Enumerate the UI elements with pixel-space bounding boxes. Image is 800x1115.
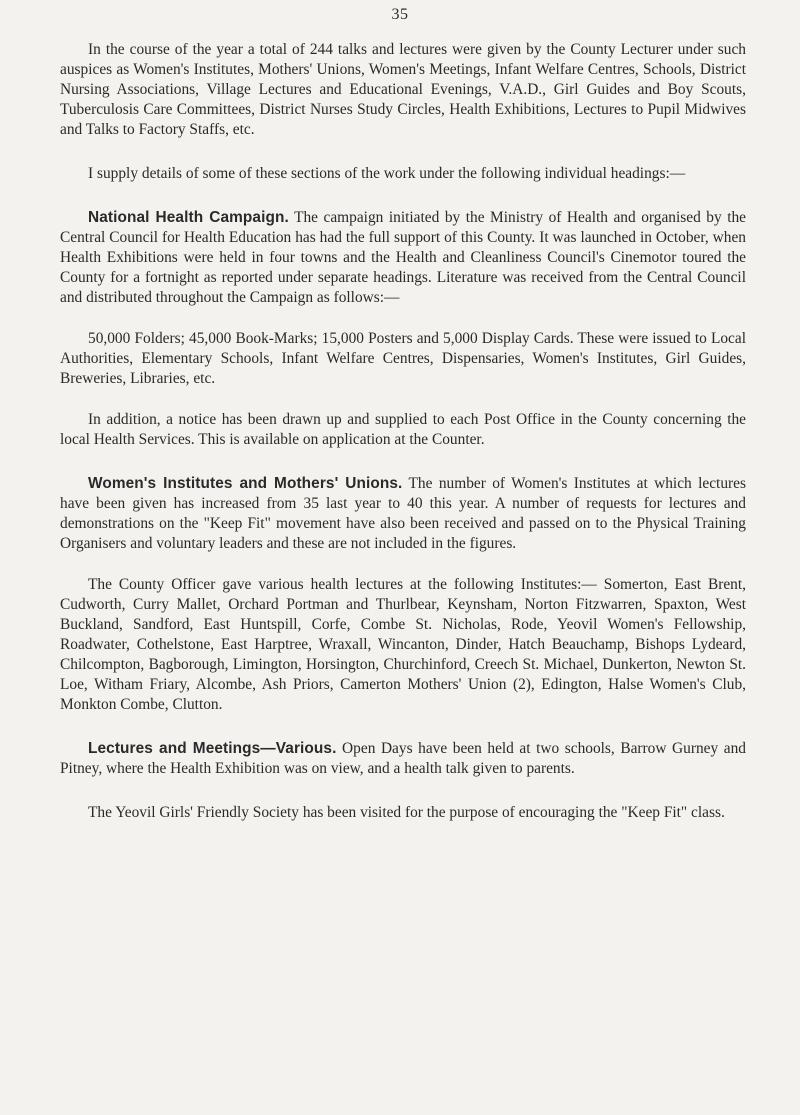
paragraph-post-office-notice: In addition, a notice has been drawn up and supplied to each Post Office in the County concerning the local Health Services. This is available on application at the Counter.: [60, 411, 746, 448]
paragraph-girls-friendly-society: The Yeovil Girls' Friendly Society has been visited for the purpose of encouraging the "Keep Fit" class.: [88, 804, 725, 821]
paragraph-institutes-list: The County Officer gave various health lectures at the following Institutes:— Somerton, East Brent, Cudworth, Curry Mallet, Orchard Portman and Thurlbear, Keynsham, Norton Fitzwarren, Spaxton, West Buckland, Sandford, East Huntspill, Corfe, Combe St. Nicholas, Rode, Yeovil Women's Fellowship, Roadwater, Cothelstone, East Harptree, Wraxall, Wincanton, Dinder, Hatch Beauchamp, Bishops Lydeard, Chilcompton, Bagborough, Limington, Horsington, Churchinford, Creech St. Michael, Dunkerton, Newton St. Loe, Witham Friary, Alcombe, Ash Priors, Camerton Mothers' Union (2), Edington, Halse Women's Club, Monkton Combe, Clutton.: [60, 576, 746, 713]
document-body: [60, 40, 746, 823]
page-number: 35: [391, 6, 409, 23]
paragraph-headings-intro: I supply details of some of these sections of the work under the following individual headings:—: [88, 165, 686, 182]
paragraph-womens-institutes: [60, 474, 746, 554]
paragraph-intro: In the course of the year a total of 244 talks and lectures were given by the County Lecturer under such auspices as Women's Institutes, Mothers' Unions, Women's Meetings, Infant Welfare Centres, Schools, District Nursing Associations, Village Lectures and Educational Evenings, V.A.D., Girl Guides and Boy Scouts, Tuberculosis Care Committees, District Nurses Study Circles, Health Exhibitions, Lectures to Pupil Midwives and Talks to Factory Staffs, etc.: [60, 41, 746, 138]
section-heading-womens-institutes: Women's Institutes and Mothers' Unions.: [88, 475, 403, 492]
paragraph-national-health-campaign: [60, 208, 746, 308]
paragraph-text: The campaign initiated by the Ministry of Health and organised by the Central Council for Health Education has had the full support of this County. It was launched in October, when Health Exhibitions were held in four towns and the Health and Cleanliness Council's Cinemotor toured the County for a fortnight as reported under separate headings. Literature was received from the Central Council and distributed throughout the Campaign as follows:—: [60, 209, 746, 306]
paragraph-text: The number of Women's Institutes at which lectures have been given has increased from 35 last year to 40 this year. A number of requests for lectures and demonstrations on the "Keep Fit" movement have also been received and passed on to the Physical Training Organisers and voluntary leaders and these are not included in the figures.: [60, 475, 746, 552]
section-heading-lectures-meetings: Lectures and Meetings—Various.: [88, 740, 337, 757]
paragraph-text: Open Days have been held at two schools, Barrow Gurney and Pitney, where the Health Exhibition was on view, and a health talk given to parents.: [60, 740, 746, 777]
section-heading-national-health-campaign: National Health Campaign.: [88, 209, 289, 226]
paragraph-lectures-meetings: [60, 739, 746, 779]
paragraph-literature-distribution: 50,000 Folders; 45,000 Book-Marks; 15,000 Posters and 5,000 Display Cards. These were issued to Local Authorities, Elementary Schools, Infant Welfare Centres, Dispensaries, Women's Institutes, Girl Guides, Breweries, Libraries, etc.: [60, 330, 746, 387]
